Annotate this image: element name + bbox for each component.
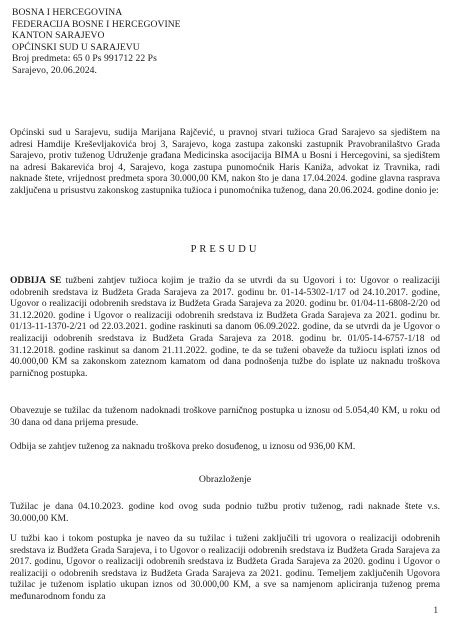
reasoning-paragraph-1: Tužilac je dana 04.10.2023. godine kod ovog suda podnio tužbu protiv tuženog, radi naknade štete v.s. 30.000,00 KM. — [10, 501, 440, 524]
ruling-text: tužbeni zahtjev tužioca kojim je tražio da se utvrdi da su Ugovori i to: Ugovor o realizaciji odobrenih sredstava iz Budžeta Grada Sarajeva za 2017. godinu br. 01-14-5302-1/17 od 24.10.2017. godine, Ugovor o realizaciji odobrenih sredstava iz Budžeta Grada Sarajeva za 2020. godinu br. 01/04-11-6808-2/20 od 31.12.2020. godine i Ugovor o realizaciji odobrenih sredstava iz Budžeta Grada Sarajeva za 2021. godinu br. 01/13-11-1370-2/21 od 22.03.2021. godine raskinuti sa danom 06.09.2022. godine, da se utvrdi da je Ugovor o realizaciji odobrenih sredstava iz Budžeta Grada Sarajeva za 2018. godinu br. 01/05-14-6757-1/18 od 31.12.2018. godine raskinut sa danom 21.11.2022. godine, te da se tuženi obaveže da tužiocu isplati iznos od 40.000,00 KM sa zakonskom zateznom kamatom od dana podnošenja tužbe do isplate uz naknadu troškova parničnog postupka. — [10, 275, 440, 379]
court-header — [12, 7, 181, 77]
ruling-lead: ODBIJA SE — [10, 275, 62, 286]
header-line-federation: FEDERACIJA BOSNE I HERCEGOVINE — [12, 18, 181, 30]
page-number: 1 — [433, 605, 438, 615]
header-line-country: BOSNA I HERCEGOVINA — [12, 7, 123, 18]
reasoning-title: Obrazloženje — [198, 474, 252, 485]
intro-paragraph: Općinski sud u Sarajevu, sudija Marijana Rajčević, u pravnoj stvari tužioca Grad Sarajevo sa sjedištem na adresi Hamdije Kreševljakovića broj 3, Sarajevo, koga zastupa zakonski zastupnik Pravobranilaštvo Grada Sarajevo, protiv tuženog Udruženje građana Medicinska asocijacija BIMA u Bosni i Hercegovini, sa sjedištem na adresi Bakarevića broj 4, Sarajevo, koga zastupa punomoćnik Haris Kaniža, advokat iz Travnika, radi naknade štete, vrijednost predmeta spora 30.000,00 KM, nakon što je dana 17.04.2024. godine glavna rasprava zaključena u prisustvu zakonskog zastupnika tužioca i punomoćnika tuženog, dana 20.06.2024. godine donio je: — [10, 127, 440, 196]
header-line-date: Sarajevo, 20.06.2024. — [12, 64, 97, 76]
header-line-court: OPĆINSKI SUD U SARAJEVU — [12, 41, 140, 53]
verdict-title: PRESUDU — [190, 244, 260, 255]
ruling-paragraph — [10, 275, 440, 379]
reasoning-paragraph-2: U tužbi kao i tokom postupka je naveo da su tužilac i tuženi zaključili tri ugovora o realizaciji odobrenih sredstava iz Budžeta Grada Sarajeva, i to Ugovor o realizaciji odobrenih sredstava iz Budžeta Grada Sarajeva za 2017. godinu, Ugovor o realizaciji odobrenih sredstava iz Budžeta Grada Sarajeva za 2020. godinu i Ugovor o realizaciji o odobrenih sredstava iz Budžeta Grada Sarajeva za 2021. godinu. Temeljem zaključenih Ugovora tužilac je tuženom isplatio ukupan iznos od 30.000,00 KM, a sve sa namjenom apliciranja tuženog prema međunarodnom fondu za — [10, 533, 440, 602]
costs-paragraph: Obavezuje se tužilac da tuženom nadoknadi troškove parničnog postupka u iznosu od 5.054,40 KM, u roku od 30 dana od dana prijema presude. — [10, 405, 440, 428]
rejected-costs-paragraph: Odbija se zahtjev tuženog za naknadu troškova preko dosuđenog, u iznosu od 936,00 KM. — [10, 441, 356, 452]
header-line-canton: KANTON SARAJEVO — [12, 30, 105, 42]
header-line-case-number: Broj predmeta: 65 0 Ps 991712 22 Ps — [12, 53, 157, 65]
